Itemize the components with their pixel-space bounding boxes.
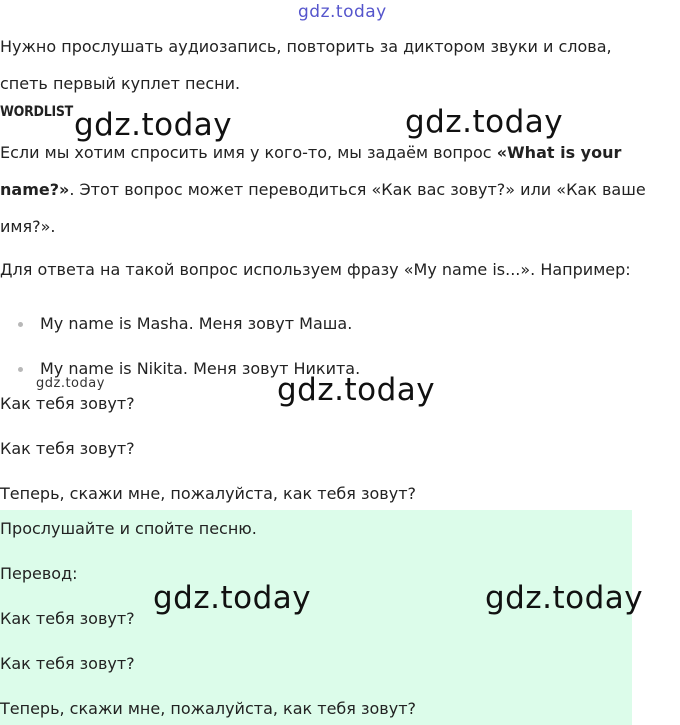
example-item: My name is Nikita. Меня зовут Никита. <box>40 359 361 378</box>
translation-label: Перевод: <box>0 564 78 583</box>
explanation-paragraph <box>0 134 650 245</box>
translation-line: Как тебя зовут? <box>0 654 135 673</box>
watermark: gdz.today <box>36 376 105 391</box>
watermark: gdz.today <box>405 104 564 140</box>
watermark-top: gdz.today <box>298 2 387 22</box>
wordlist-heading: WORDLIST <box>0 104 73 120</box>
bullet-marker <box>18 322 23 327</box>
question-phrase: «What is your name?» <box>0 143 622 199</box>
example-item: My name is Masha. Меня зовут Маша. <box>40 314 353 333</box>
watermark: gdz.today <box>153 580 312 616</box>
song-line: Теперь, скажи мне, пожалуйста, как тебя зовут? <box>0 484 417 503</box>
watermark: gdz.today <box>74 107 233 143</box>
translation-line: Теперь, скажи мне, пожалуйста, как тебя зовут? <box>0 699 417 718</box>
song-line: Как тебя зовут? <box>0 439 135 458</box>
explanation-text-before: Если мы хотим спросить имя у кого-то, мы задаём вопрос <box>0 143 497 162</box>
watermark: gdz.today <box>277 372 436 408</box>
watermark: gdz.today <box>485 580 644 616</box>
bullet-marker <box>18 367 23 372</box>
song-line: Как тебя зовут? <box>0 394 135 413</box>
answer-paragraph: Для ответа на такой вопрос используем фразу «My name is...». Например: <box>0 260 631 279</box>
explanation-text-after: . Этот вопрос может переводиться «Как вас зовут?» или «Как ваше имя?». <box>0 180 646 236</box>
song-instruction: Прослушайте и спойте песню. <box>0 519 257 538</box>
intro-paragraph: Нужно прослушать аудиозапись, повторить за диктором звуки и слова, спеть первый куплет песни. <box>0 37 612 93</box>
translation-line: Как тебя зовут? <box>0 609 135 628</box>
